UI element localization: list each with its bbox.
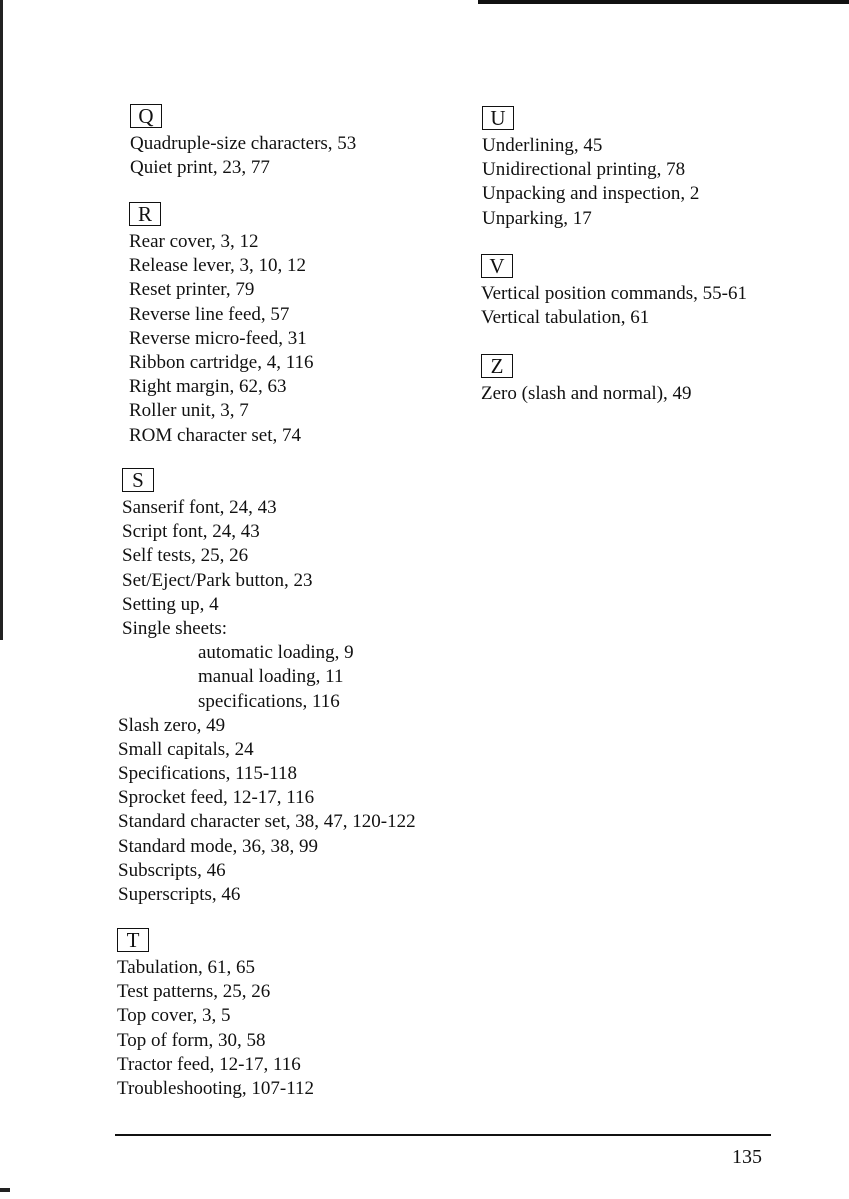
section-letter: U <box>482 106 514 130</box>
index-entry: Underlining, 45 <box>482 135 603 156</box>
index-subentry: specifications, 116 <box>198 690 340 712</box>
index-entry: Zero (slash and normal), 49 <box>481 383 692 404</box>
index-entry: Standard mode, 36, 38, 99 <box>118 835 319 857</box>
index-entry: Sprocket feed, 12-17, 116 <box>118 787 315 809</box>
index-entry: Small capitals, 24 <box>118 738 254 760</box>
footer-rule <box>115 1134 771 1136</box>
section-letter: V <box>481 254 513 278</box>
index-entry: Setting up, 4 <box>122 593 219 615</box>
index-entry: Top of form, 30, 58 <box>117 1029 266 1051</box>
index-entry: Single sheets: <box>122 617 228 639</box>
index-entry: Unparking, 17 <box>482 207 592 229</box>
index-entry: Specifications, 115-118 <box>118 763 298 785</box>
index-entry: Standard character set, 38, 47, 120-122 <box>118 811 416 833</box>
scan-mark <box>0 1188 10 1192</box>
index-entry: Slash zero, 49 <box>118 714 226 736</box>
index-entry: Tabulation, 61, 65 <box>117 957 255 978</box>
index-entry: Subscripts, 46 <box>118 859 226 881</box>
index-section-t <box>117 928 314 1101</box>
index-entry: Tractor feed, 12-17, 116 <box>117 1053 301 1075</box>
section-letter: Z <box>481 354 513 378</box>
index-entry: Test patterns, 25, 26 <box>117 981 271 1003</box>
index-entry: Self tests, 25, 26 <box>122 545 249 567</box>
index-entry: Unidirectional printing, 78 <box>482 159 686 181</box>
scan-edge <box>0 0 3 640</box>
index-entry: Reverse line feed, 57 <box>129 303 290 325</box>
section-letter: T <box>117 928 149 952</box>
page-number: 135 <box>732 1146 762 1168</box>
index-section-v <box>481 254 747 330</box>
index-section-s <box>118 468 416 907</box>
index-section-u <box>482 106 699 231</box>
top-rule <box>478 0 849 4</box>
index-entry: Script font, 24, 43 <box>122 521 260 543</box>
index-entry: Rear cover, 3, 12 <box>129 231 259 252</box>
index-entry: ROM character set, 74 <box>129 424 301 446</box>
index-entry: Vertical position commands, 55-61 <box>481 283 747 304</box>
index-entry: Superscripts, 46 <box>118 884 241 905</box>
index-section-z <box>481 354 692 406</box>
index-entry: Ribbon cartridge, 4, 116 <box>129 351 314 373</box>
index-entry: Top cover, 3, 5 <box>117 1005 231 1027</box>
index-entry: Quadruple-size characters, 53 <box>130 133 357 154</box>
index-entry: Reverse micro-feed, 31 <box>129 327 307 349</box>
section-letter: S <box>122 468 154 492</box>
index-section-q <box>130 104 356 180</box>
index-entry: Set/Eject/Park button, 23 <box>122 569 313 591</box>
index-subentry: automatic loading, 9 <box>198 642 354 664</box>
index-entry: Quiet print, 23, 77 <box>130 157 270 179</box>
index-entry: Reset printer, 79 <box>129 279 255 301</box>
index-entry: Vertical tabulation, 61 <box>481 307 650 329</box>
index-entry: Roller unit, 3, 7 <box>129 400 249 422</box>
index-section-r <box>129 202 314 448</box>
index-entry: Release lever, 3, 10, 12 <box>129 255 307 277</box>
index-entry: Right margin, 62, 63 <box>129 376 287 398</box>
index-subentry: manual loading, 11 <box>198 666 344 688</box>
index-entry: Troubleshooting, 107-112 <box>117 1077 315 1099</box>
section-letter: Q <box>130 104 162 128</box>
index-entry: Sanserif font, 24, 43 <box>122 497 277 518</box>
section-letter: R <box>129 202 161 226</box>
index-entry: Unpacking and inspection, 2 <box>482 183 700 205</box>
